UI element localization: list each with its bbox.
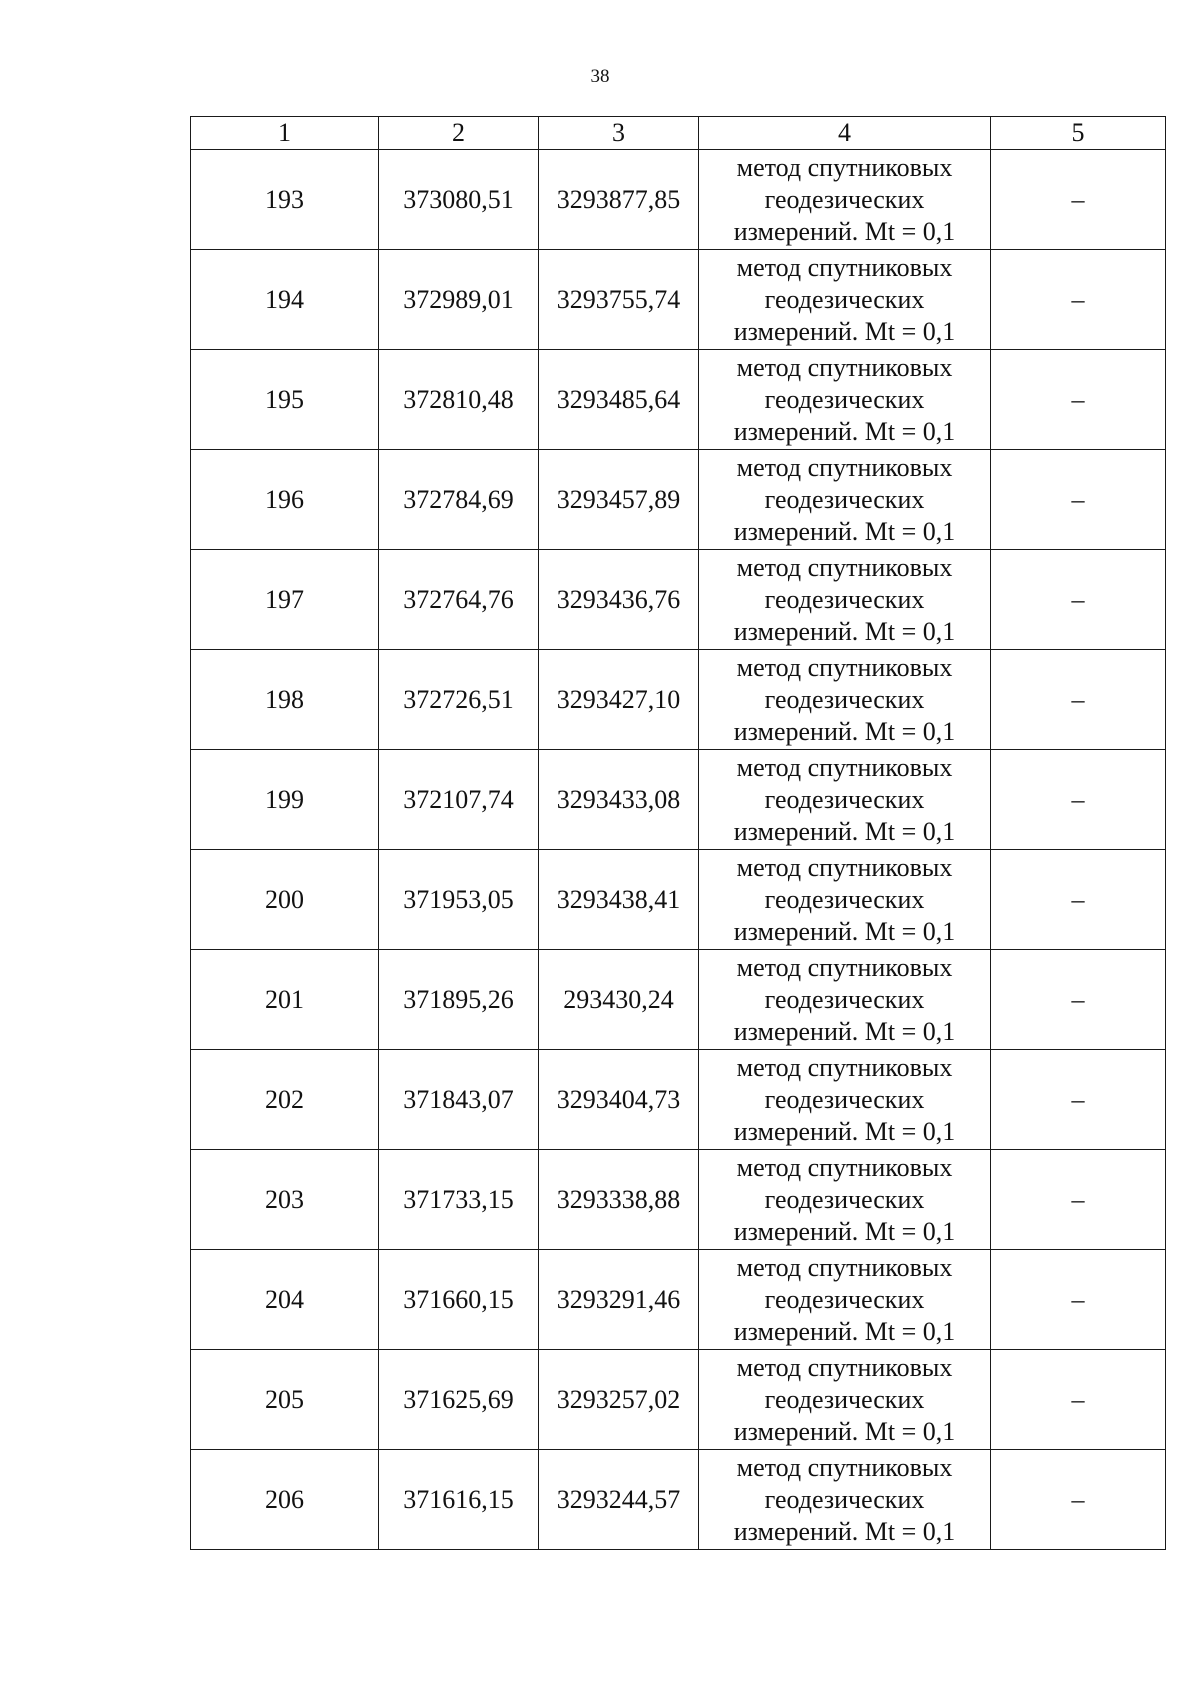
y-coordinate-cell: 3293338,88 (539, 1150, 699, 1250)
note-cell: – (991, 150, 1166, 250)
x-coordinate-cell: 371843,07 (379, 1050, 539, 1150)
x-coordinate-cell: 372810,48 (379, 350, 539, 450)
x-coordinate-cell: 371625,69 (379, 1350, 539, 1450)
method-line: геодезических (764, 1084, 925, 1114)
y-coordinate-cell: 3293755,74 (539, 250, 699, 350)
table-row (191, 150, 1166, 250)
method-cell (699, 150, 991, 250)
method-line: измерений. Mt = 0,1 (733, 416, 956, 446)
method-line: метод спутниковых (736, 652, 953, 682)
method-cell (699, 950, 991, 1050)
note-cell: – (991, 450, 1166, 550)
method-line: метод спутниковых (736, 252, 953, 282)
x-coordinate-cell: 372726,51 (379, 650, 539, 750)
point-number-cell: 193 (191, 150, 379, 250)
x-coordinate-cell: 372764,76 (379, 550, 539, 650)
note-cell: – (991, 1050, 1166, 1150)
x-coordinate-cell: 371953,05 (379, 850, 539, 950)
method-line: метод спутниковых (736, 752, 953, 782)
method-line: геодезических (764, 884, 925, 914)
method-line: геодезических (764, 1184, 925, 1214)
header-col-4: 4 (699, 117, 991, 150)
table-row (191, 1150, 1166, 1250)
note-cell: – (991, 850, 1166, 950)
note-cell: – (991, 650, 1166, 750)
note-cell: – (991, 350, 1166, 450)
method-line: измерений. Mt = 0,1 (733, 1216, 956, 1246)
method-cell (699, 550, 991, 650)
point-number-cell: 196 (191, 450, 379, 550)
y-coordinate-cell: 3293877,85 (539, 150, 699, 250)
method-line: геодезических (764, 1284, 925, 1314)
y-coordinate-cell: 3293404,73 (539, 1050, 699, 1150)
y-coordinate-cell: 3293291,46 (539, 1250, 699, 1350)
table-body (191, 150, 1166, 1550)
x-coordinate-cell: 371733,15 (379, 1150, 539, 1250)
method-cell (699, 1150, 991, 1250)
method-line: геодезических (764, 1384, 925, 1414)
note-cell: – (991, 1150, 1166, 1250)
method-cell (699, 750, 991, 850)
y-coordinate-cell: 3293244,57 (539, 1450, 699, 1550)
y-coordinate-cell: 293430,24 (539, 950, 699, 1050)
method-line: геодезических (764, 1484, 925, 1514)
note-cell: – (991, 1350, 1166, 1450)
table-row (191, 250, 1166, 350)
table-row (191, 850, 1166, 950)
point-number-cell: 195 (191, 350, 379, 450)
table-row (191, 750, 1166, 850)
point-number-cell: 194 (191, 250, 379, 350)
table-row (191, 1350, 1166, 1450)
coordinates-table (190, 116, 1166, 1550)
header-col-5: 5 (991, 117, 1166, 150)
method-line: измерений. Mt = 0,1 (733, 316, 956, 346)
method-line: измерений. Mt = 0,1 (733, 1116, 956, 1146)
point-number-cell: 201 (191, 950, 379, 1050)
method-cell (699, 250, 991, 350)
method-line: измерений. Mt = 0,1 (733, 1516, 956, 1546)
method-line: метод спутниковых (736, 452, 953, 482)
point-number-cell: 203 (191, 1150, 379, 1250)
y-coordinate-cell: 3293433,08 (539, 750, 699, 850)
method-line: метод спутниковых (736, 1252, 953, 1282)
method-line: геодезических (764, 184, 925, 214)
y-coordinate-cell: 3293485,64 (539, 350, 699, 450)
note-cell: – (991, 550, 1166, 650)
method-line: метод спутниковых (736, 852, 953, 882)
method-cell (699, 650, 991, 750)
method-line: метод спутниковых (736, 1052, 953, 1082)
method-line: метод спутниковых (736, 552, 953, 582)
point-number-cell: 199 (191, 750, 379, 850)
method-line: измерений. Mt = 0,1 (733, 616, 956, 646)
x-coordinate-cell: 372989,01 (379, 250, 539, 350)
method-line: измерений. Mt = 0,1 (733, 1416, 956, 1446)
x-coordinate-cell: 372107,74 (379, 750, 539, 850)
method-line: геодезических (764, 484, 925, 514)
method-cell (699, 1250, 991, 1350)
table-row (191, 1050, 1166, 1150)
method-line: метод спутниковых (736, 352, 953, 382)
note-cell: – (991, 1250, 1166, 1350)
method-cell (699, 1050, 991, 1150)
table-row (191, 1250, 1166, 1350)
method-line: геодезических (764, 584, 925, 614)
table-row (191, 350, 1166, 450)
method-line: метод спутниковых (736, 952, 953, 982)
table-row (191, 450, 1166, 550)
method-line: измерений. Mt = 0,1 (733, 1316, 956, 1346)
method-line: метод спутниковых (736, 152, 953, 182)
note-cell: – (991, 950, 1166, 1050)
point-number-cell: 197 (191, 550, 379, 650)
x-coordinate-cell: 371660,15 (379, 1250, 539, 1350)
point-number-cell: 204 (191, 1250, 379, 1350)
point-number-cell: 202 (191, 1050, 379, 1150)
note-cell: – (991, 250, 1166, 350)
table-row (191, 950, 1166, 1050)
note-cell: – (991, 750, 1166, 850)
y-coordinate-cell: 3293427,10 (539, 650, 699, 750)
method-line: метод спутниковых (736, 1352, 953, 1382)
method-line: измерений. Mt = 0,1 (733, 816, 956, 846)
x-coordinate-cell: 373080,51 (379, 150, 539, 250)
x-coordinate-cell: 371616,15 (379, 1450, 539, 1550)
method-cell (699, 1350, 991, 1450)
method-line: метод спутниковых (736, 1452, 953, 1482)
page-number: 38 (590, 66, 610, 87)
method-cell (699, 850, 991, 950)
note-cell: – (991, 1450, 1166, 1550)
header-col-1: 1 (191, 117, 379, 150)
method-line: геодезических (764, 284, 925, 314)
y-coordinate-cell: 3293438,41 (539, 850, 699, 950)
point-number-cell: 205 (191, 1350, 379, 1450)
method-line: измерений. Mt = 0,1 (733, 516, 956, 546)
method-line: метод спутниковых (736, 1152, 953, 1182)
method-line: геодезических (764, 684, 925, 714)
method-line: геодезических (764, 784, 925, 814)
method-cell (699, 350, 991, 450)
method-line: измерений. Mt = 0,1 (733, 1016, 956, 1046)
point-number-cell: 200 (191, 850, 379, 950)
point-number-cell: 206 (191, 1450, 379, 1550)
method-cell (699, 1450, 991, 1550)
method-cell (699, 450, 991, 550)
y-coordinate-cell: 3293257,02 (539, 1350, 699, 1450)
header-col-2: 2 (379, 117, 539, 150)
table-header (191, 117, 1166, 150)
point-number-cell: 198 (191, 650, 379, 750)
y-coordinate-cell: 3293436,76 (539, 550, 699, 650)
table-row (191, 550, 1166, 650)
header-col-3: 3 (539, 117, 699, 150)
x-coordinate-cell: 372784,69 (379, 450, 539, 550)
table-row (191, 650, 1166, 750)
x-coordinate-cell: 371895,26 (379, 950, 539, 1050)
method-line: геодезических (764, 984, 925, 1014)
method-line: геодезических (764, 384, 925, 414)
y-coordinate-cell: 3293457,89 (539, 450, 699, 550)
method-line: измерений. Mt = 0,1 (733, 716, 956, 746)
header-row (191, 117, 1166, 150)
table-row (191, 1450, 1166, 1550)
method-line: измерений. Mt = 0,1 (733, 916, 956, 946)
method-line: измерений. Mt = 0,1 (733, 216, 956, 246)
